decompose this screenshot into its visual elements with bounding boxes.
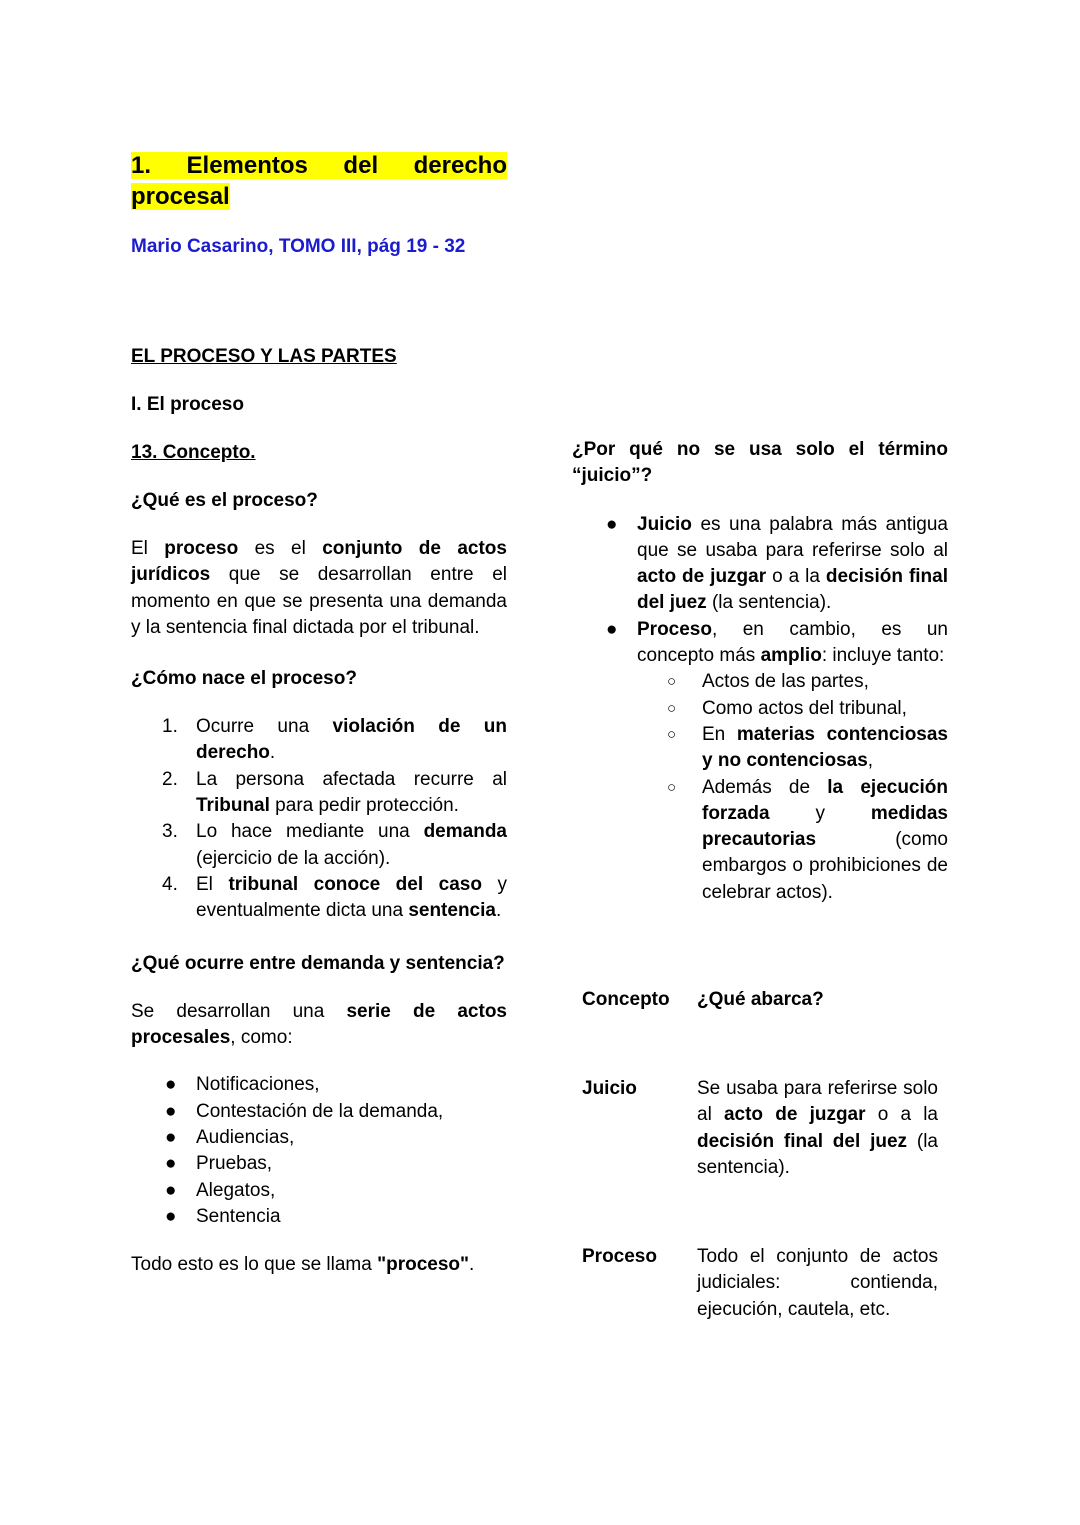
list-item: ● Audiencias, <box>165 1127 295 1149</box>
header-scope: ¿Qué abarca? <box>697 989 824 1010</box>
left-column <box>131 150 507 1279</box>
sublist-item: ○ Como actos del tribunal, <box>667 697 907 719</box>
procedural-acts-list <box>131 1072 507 1230</box>
proceso-scope-sublist <box>637 669 948 906</box>
question-why-not-juicio: ¿Por qué no se usa solo el término “juicio”? <box>572 439 948 487</box>
list-item: ● Proceso, en cambio, es un concepto más amplio: incluye tanto: ○ Actos de las partes, ○ Como actos del tribunal, ○ En materias contenciosas y no contenciosas, ○ Además de la ejecución forzada y medidas precautorias (como embargos o prohibiciones de celebrar actos). <box>572 617 948 906</box>
question-between-demand-sentence: ¿Qué ocurre entre demanda y sentencia? <box>131 952 505 974</box>
subsection-heading: I. El proceso <box>131 394 244 415</box>
list-item: ● Alegatos, <box>165 1179 276 1201</box>
sublist-item: ○ En materias contenciosas y no contenciosas, <box>667 723 948 772</box>
paragraph-definition: El proceso es el conjunto de actos jurídicos que se desarrollan entre el momento en que se presenta una demanda y la sentencia final dictada por el tribunal. <box>131 538 507 638</box>
list-item: 4. El tribunal conoce del caso y eventualmente dicta una sentencia. <box>162 873 507 922</box>
list-item: ● Notificaciones, <box>165 1074 320 1096</box>
juicio-vs-proceso-list <box>572 512 948 906</box>
question-what-is-process: ¿Qué es el proceso? <box>131 490 318 511</box>
right-column <box>572 437 948 906</box>
list-item: ● Sentencia <box>165 1205 281 1227</box>
concept-heading: 13. Concepto. <box>131 442 256 463</box>
page-title <box>131 150 507 212</box>
question-how-process-born: ¿Cómo nace el proceso? <box>131 668 357 690</box>
list-item: 3. Lo hace mediante una demanda (ejercicio de la acción). <box>162 821 507 869</box>
paragraph-procedural-acts: Se desarrollan una serie de actos procesales, como: <box>131 1000 507 1049</box>
row-concept-proceso: Proceso <box>582 1246 657 1267</box>
closing-sentence: Todo esto es lo que se llama "proceso". <box>131 1254 475 1276</box>
list-item: ● Pruebas, <box>165 1153 273 1175</box>
list-item: 2. La persona afectada recurre al Tribunal para pedir protección. <box>162 768 507 817</box>
row-scope-proceso: Todo el conjunto de actos judiciales: contienda, ejecución, cautela, etc. <box>697 1246 938 1320</box>
header-concept: Concepto <box>582 989 670 1010</box>
row-scope-juicio: Se usaba para referirse solo al acto de juzgar o a la decisión final del juez (la sentencia). <box>697 1078 938 1178</box>
row-concept-juicio: Juicio <box>582 1078 637 1099</box>
sublist-item: ○ Además de la ejecución forzada y medidas precautorias (como embargos o prohibiciones de celebrar actos). <box>667 776 948 903</box>
section-heading: EL PROCESO Y LAS PARTES <box>131 346 397 367</box>
sublist-item: ○ Actos de las partes, <box>667 671 869 693</box>
reference-citation: Mario Casarino, TOMO III, pág 19 - 32 <box>131 236 466 257</box>
list-item: 1. Ocurre una violación de un derecho. <box>162 716 507 764</box>
origin-steps-list <box>131 714 507 924</box>
list-item: ● Juicio es una palabra más antigua que se usaba para referirse solo al acto de juzgar o a la decisión final del juez (la sentencia). <box>606 513 949 614</box>
list-item: ● Contestación de la demanda, <box>165 1100 444 1122</box>
title-highlight: 1. Elementos del derecho procesal <box>131 152 507 210</box>
